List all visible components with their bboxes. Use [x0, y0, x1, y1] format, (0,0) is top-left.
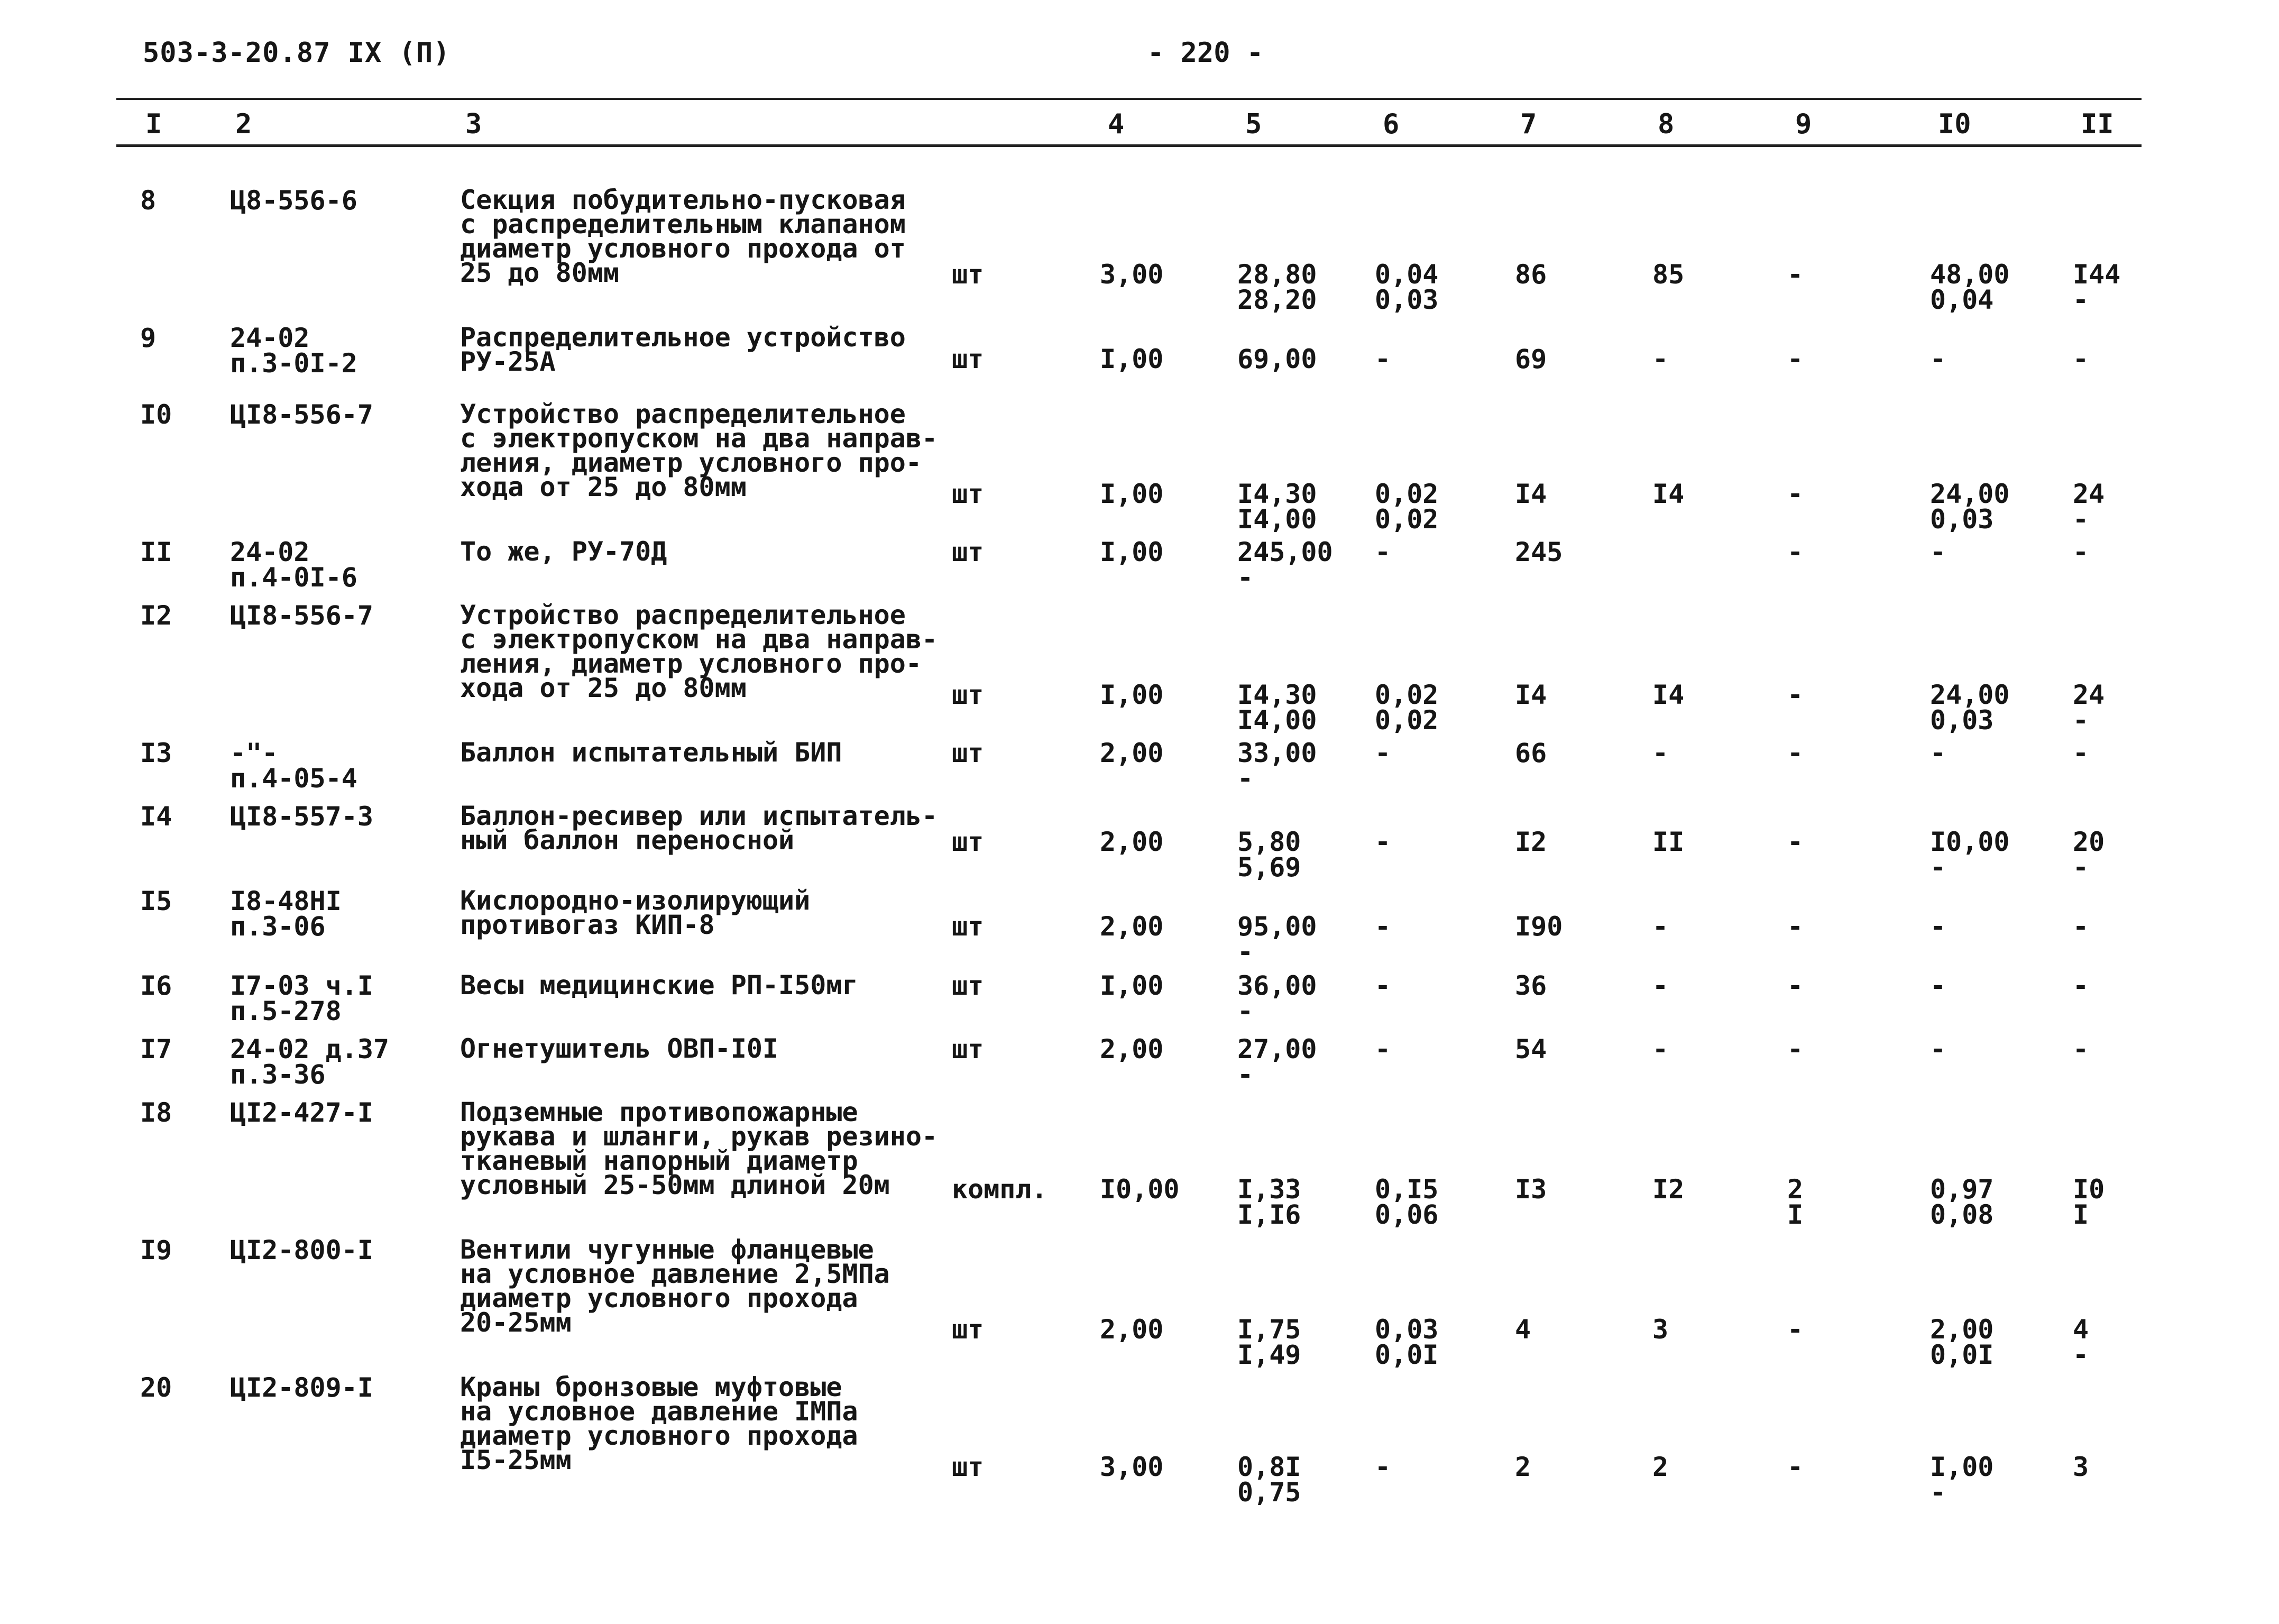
col-9-value: -	[1787, 479, 1804, 509]
column-header: 8	[1658, 108, 1675, 140]
col-11-value: 24 -	[2073, 479, 2105, 535]
column-header: 6	[1383, 108, 1400, 140]
page-number: - 220 -	[1147, 37, 1264, 69]
price-code: ЦI2-809-I	[230, 1372, 373, 1403]
col-5-value: I,75 I,49	[1237, 1314, 1301, 1370]
unit-of-measure: шт	[952, 1034, 984, 1065]
price-code: -"- п.4-05-4	[230, 738, 357, 794]
item-name: Кислородно-изолирующий противогаз КИП-8	[460, 885, 811, 940]
col-11-value: 3	[2073, 1452, 2089, 1482]
col-10-value: -	[1930, 537, 1946, 567]
row-number: I7	[140, 1034, 172, 1065]
unit-of-measure: шт	[952, 259, 984, 290]
item-name: Баллон-ресивер или испытатель- ный баллон переносной	[460, 801, 938, 856]
item-name: Вентили чугунные фланцевые на условное давление 2,5МПа диаметр условного прохода 20-25мм	[460, 1234, 890, 1338]
item-name: Распределительное устройство РУ-25А	[460, 322, 906, 377]
col-6-value: -	[1375, 970, 1391, 1001]
unit-of-measure: шт	[952, 1314, 984, 1345]
col-6-value: -	[1375, 911, 1391, 942]
quantity: I,00	[1100, 680, 1164, 710]
col-9-value: -	[1787, 827, 1804, 857]
col-8-value: -	[1652, 1034, 1669, 1065]
col-8-value: -	[1652, 970, 1669, 1001]
price-code: ЦI8-557-3	[230, 801, 373, 832]
unit-of-measure: шт	[952, 479, 984, 509]
item-name: Устройство распределительное с электропуском на два направ- ления, диаметр условного про- хода от 25 до 80мм	[460, 600, 938, 703]
price-code: 24-02 п.3-0I-2	[230, 323, 357, 379]
quantity: 3,00	[1100, 259, 1164, 290]
col-5-value: 33,00 -	[1237, 738, 1317, 794]
col-7-value: 4	[1515, 1314, 1531, 1345]
row-number: 9	[140, 323, 157, 353]
col-6-value: 0,03 0,0I	[1375, 1314, 1439, 1370]
col-8-value: 2	[1652, 1452, 1669, 1482]
col-10-value: 24,00 0,03	[1930, 680, 2010, 736]
table-top-rule	[116, 98, 2142, 100]
col-11-value: I44 -	[2073, 259, 2121, 315]
col-9-value: -	[1787, 1314, 1804, 1345]
unit-of-measure: шт	[952, 537, 984, 567]
col-9-value: -	[1787, 680, 1804, 710]
unit-of-measure: шт	[952, 344, 984, 374]
price-code: 24-02 п.4-0I-6	[230, 537, 357, 593]
quantity: I,00	[1100, 970, 1164, 1001]
quantity: I,00	[1100, 344, 1164, 374]
col-6-value: -	[1375, 738, 1391, 768]
item-name: Секция побудительно-пусковая с распределительным клапаном диаметр условного прохода от 25 до 80мм	[460, 185, 906, 288]
row-number: I9	[140, 1235, 172, 1265]
price-code: ЦI2-800-I	[230, 1235, 373, 1265]
col-7-value: 36	[1515, 970, 1547, 1001]
item-name: Баллон испытательный БИП	[460, 737, 842, 768]
col-5-value: 245,00 -	[1237, 537, 1333, 593]
col-5-value: 0,8I 0,75	[1237, 1452, 1301, 1508]
col-6-value: 0,I5 0,06	[1375, 1174, 1439, 1230]
header-bottom-rule	[116, 144, 2142, 147]
col-7-value: 69	[1515, 344, 1547, 374]
col-6-value: -	[1375, 537, 1391, 567]
col-11-value: -	[2073, 911, 2089, 942]
item-name: Подземные противопожарные рукава и шланги, рукав резино- тканевый напорный диаметр условный 25-50мм длиной 20м	[460, 1097, 938, 1200]
item-name: Весы медицинские РП-I50мг	[460, 970, 858, 1001]
col-5-value: I,33 I,I6	[1237, 1174, 1301, 1230]
col-10-value: -	[1930, 344, 1946, 374]
unit-of-measure: шт	[952, 911, 984, 942]
quantity: 2,00	[1100, 911, 1164, 942]
col-6-value: 0,02 0,02	[1375, 680, 1439, 736]
col-9-value: -	[1787, 911, 1804, 942]
item-name: То же, РУ-70Д	[460, 536, 667, 567]
quantity: 2,00	[1100, 1034, 1164, 1065]
price-code: Ц8-556-6	[230, 185, 357, 216]
unit-of-measure: шт	[952, 970, 984, 1001]
col-5-value: 28,80 28,20	[1237, 259, 1317, 315]
col-5-value: 95,00 -	[1237, 911, 1317, 967]
unit-of-measure: шт	[952, 1452, 984, 1482]
quantity: 2,00	[1100, 1314, 1164, 1345]
unit-of-measure: шт	[952, 680, 984, 710]
quantity: 2,00	[1100, 827, 1164, 857]
price-code: I7-03 ч.I п.5-278	[230, 970, 373, 1026]
price-code: ЦI8-556-7	[230, 600, 373, 631]
col-8-value: -	[1652, 344, 1669, 374]
col-10-value: 0,97 0,08	[1930, 1174, 1994, 1230]
col-9-value: -	[1787, 259, 1804, 290]
price-code: I8-48HI п.3-06	[230, 886, 342, 942]
price-code: 24-02 д.37 п.3-36	[230, 1034, 390, 1090]
col-6-value: -	[1375, 827, 1391, 857]
col-11-value: 24 -	[2073, 680, 2105, 736]
quantity: I0,00	[1100, 1174, 1180, 1205]
row-number: I0	[140, 399, 172, 430]
column-header: 7	[1520, 108, 1537, 140]
col-7-value: I2	[1515, 827, 1547, 857]
col-9-value: -	[1787, 1034, 1804, 1065]
col-5-value: I4,30 I4,00	[1237, 680, 1317, 736]
col-5-value: 36,00 -	[1237, 970, 1317, 1026]
col-5-value: 5,80 5,69	[1237, 827, 1301, 883]
unit-of-measure: шт	[952, 738, 984, 768]
column-header: I	[145, 108, 162, 140]
row-number: 8	[140, 185, 157, 216]
row-number: I3	[140, 738, 172, 768]
row-number: I5	[140, 886, 172, 916]
col-5-value: 27,00 -	[1237, 1034, 1317, 1090]
col-7-value: 86	[1515, 259, 1547, 290]
col-11-value: 4 -	[2073, 1314, 2089, 1370]
col-11-value: -	[2073, 344, 2089, 374]
col-7-value: I3	[1515, 1174, 1547, 1205]
item-name: Огнетушитель ОВП-I0I	[460, 1033, 779, 1064]
col-7-value: 245	[1515, 537, 1563, 567]
col-8-value: II	[1652, 827, 1685, 857]
col-10-value: 48,00 0,04	[1930, 259, 2010, 315]
col-8-value: 3	[1652, 1314, 1669, 1345]
price-code: ЦI8-556-7	[230, 399, 373, 430]
col-10-value: -	[1930, 738, 1946, 768]
col-5-value: I4,30 I4,00	[1237, 479, 1317, 535]
unit-of-measure: компл.	[952, 1174, 1047, 1205]
col-10-value: -	[1930, 911, 1946, 942]
document-code: 503-3-20.87 IX (П)	[143, 37, 451, 69]
col-10-value: 24,00 0,03	[1930, 479, 2010, 535]
item-name: Устройство распределительное с электропуском на два направ- ления, диаметр условного про- хода от 25 до 80мм	[460, 399, 938, 502]
column-header: I0	[1938, 108, 1971, 140]
col-11-value: -	[2073, 970, 2089, 1001]
col-7-value: 54	[1515, 1034, 1547, 1065]
col-9-value: -	[1787, 344, 1804, 374]
row-number: I2	[140, 600, 172, 631]
column-header: II	[2081, 108, 2114, 140]
col-10-value: I0,00 -	[1930, 827, 2010, 883]
col-11-value: -	[2073, 537, 2089, 567]
col-10-value: -	[1930, 1034, 1946, 1065]
col-6-value: -	[1375, 1452, 1391, 1482]
col-9-value: -	[1787, 537, 1804, 567]
row-number: I8	[140, 1097, 172, 1128]
col-7-value: I4	[1515, 479, 1547, 509]
col-11-value: -	[2073, 738, 2089, 768]
col-8-value: -	[1652, 738, 1669, 768]
quantity: 3,00	[1100, 1452, 1164, 1482]
row-number: I6	[140, 970, 172, 1001]
col-8-value: I2	[1652, 1174, 1685, 1205]
col-6-value: 0,04 0,03	[1375, 259, 1439, 315]
col-9-value: -	[1787, 970, 1804, 1001]
col-7-value: I90	[1515, 911, 1563, 942]
column-header: 2	[235, 108, 252, 140]
col-10-value: I,00 -	[1930, 1452, 1994, 1508]
col-11-value: 20 -	[2073, 827, 2105, 883]
col-11-value: -	[2073, 1034, 2089, 1065]
quantity: I,00	[1100, 537, 1164, 567]
col-8-value: -	[1652, 911, 1669, 942]
column-header: 4	[1108, 108, 1125, 140]
price-code: ЦI2-427-I	[230, 1097, 373, 1128]
column-header: 5	[1245, 108, 1262, 140]
col-9-value: 2 I	[1787, 1174, 1804, 1230]
column-header: 3	[465, 108, 482, 140]
col-5-value: 69,00	[1237, 344, 1317, 374]
quantity: I,00	[1100, 479, 1164, 509]
col-11-value: I0 I	[2073, 1174, 2105, 1230]
col-8-value: I4	[1652, 680, 1685, 710]
col-6-value: 0,02 0,02	[1375, 479, 1439, 535]
col-7-value: 66	[1515, 738, 1547, 768]
quantity: 2,00	[1100, 738, 1164, 768]
col-8-value: I4	[1652, 479, 1685, 509]
col-8-value: 85	[1652, 259, 1685, 290]
col-7-value: I4	[1515, 680, 1547, 710]
col-6-value: -	[1375, 344, 1391, 374]
col-10-value: 2,00 0,0I	[1930, 1314, 1994, 1370]
col-9-value: -	[1787, 1452, 1804, 1482]
col-10-value: -	[1930, 970, 1946, 1001]
unit-of-measure: шт	[952, 827, 984, 857]
col-6-value: -	[1375, 1034, 1391, 1065]
column-header: 9	[1795, 108, 1812, 140]
row-number: II	[140, 537, 172, 567]
row-number: 20	[140, 1372, 172, 1403]
row-number: I4	[140, 801, 172, 832]
col-9-value: -	[1787, 738, 1804, 768]
col-7-value: 2	[1515, 1452, 1531, 1482]
item-name: Краны бронзовые муфтовые на условное давление IМПа диаметр условного прохода I5-25мм	[460, 1372, 858, 1475]
